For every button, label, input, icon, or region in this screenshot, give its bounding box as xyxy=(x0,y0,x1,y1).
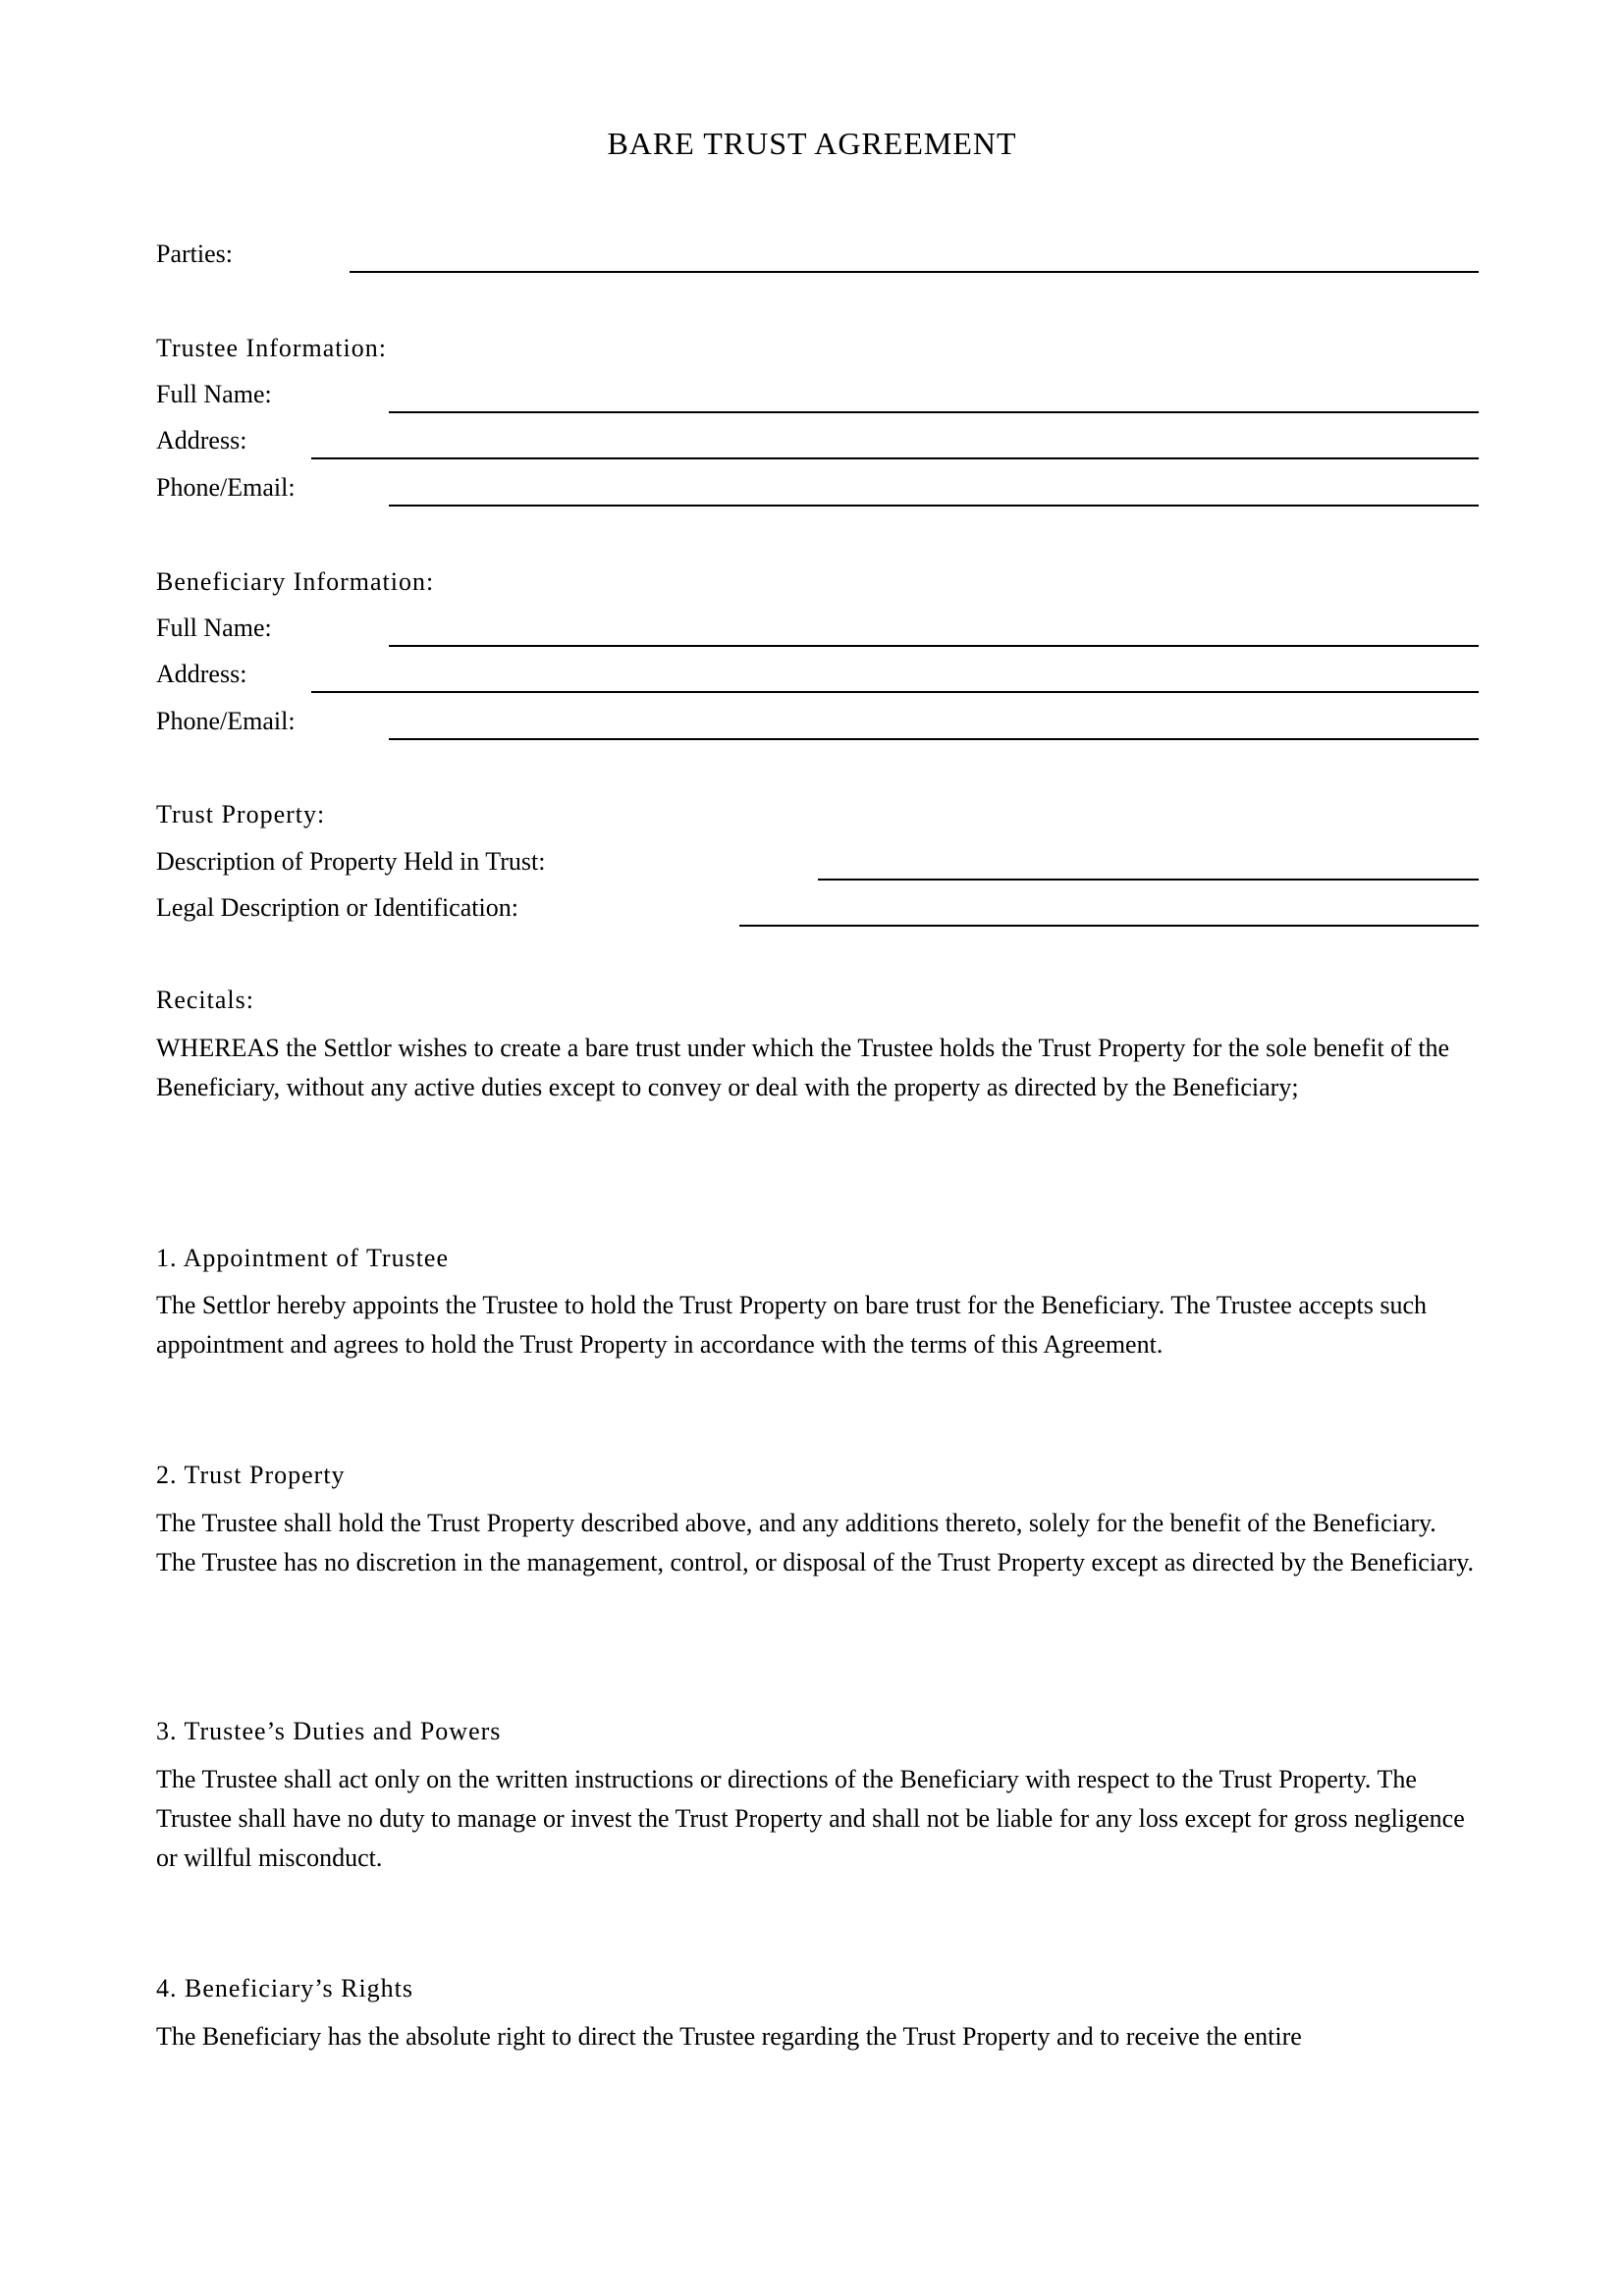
beneficiary-phone-email-field[interactable] xyxy=(389,738,1479,740)
property-description-label: Description of Property Held in Trust: xyxy=(156,847,546,876)
document-title: BARE TRUST AGREEMENT xyxy=(607,126,1017,161)
trustee-information-heading: Trustee Information: xyxy=(156,334,387,362)
section-3-heading: 3. Trustee’s Duties and Powers xyxy=(156,1717,502,1745)
trustee-address-field[interactable] xyxy=(311,457,1479,459)
beneficiary-address-label: Address: xyxy=(156,660,247,688)
recitals-text: WHEREAS the Settlor wishes to create a bare trust under which the Trustee holds the Trust Property for the sole benefit of the Beneficiary, without any active duties except to convey or deal with the property as directed by the Beneficiary; xyxy=(156,1034,1450,1101)
trustee-phone-email-label: Phone/Email: xyxy=(156,473,296,502)
section-1-text: The Settlor hereby appoints the Trustee to hold the Trust Property on bare trust for the Beneficiary. The Trustee accepts such appointment and agrees to hold the Trust Property in accordance with the terms of this Agreement. xyxy=(156,1291,1427,1359)
legal-description-field[interactable] xyxy=(739,925,1479,927)
parties-field[interactable] xyxy=(350,271,1479,273)
trust-property-heading: Trust Property: xyxy=(156,800,326,828)
trustee-full-name-label: Full Name: xyxy=(156,380,272,408)
beneficiary-full-name-field[interactable] xyxy=(389,645,1479,647)
parties-label: Parties: xyxy=(156,240,233,268)
section-2-text: The Trustee shall hold the Trust Property described above, and any additions thereto, solely for the benefit of the Beneficiary. The Trustee has no discretion in the management, control, or disposal of the Trust Property except as directed by the Beneficiary. xyxy=(156,1509,1475,1576)
section-4-heading: 4. Beneficiary’s Rights xyxy=(156,1974,414,2002)
recitals-heading: Recitals: xyxy=(156,986,254,1014)
section-4-text: The Beneficiary has the absolute right to direct the Trustee regarding the Trust Property and to receive the entire xyxy=(156,2022,1302,2051)
section-3-text: The Trustee shall act only on the written instructions or directions of the Beneficiary with respect to the Trust Property. The Trustee shall have no duty to manage or invest the Trust Property and shall not be liable for any loss except for gross negligence or willful misconduct. xyxy=(156,1765,1465,1872)
legal-description-label: Legal Description or Identification: xyxy=(156,893,518,922)
section-1-heading: 1. Appointment of Trustee xyxy=(156,1244,450,1272)
section-2-heading: 2. Trust Property xyxy=(156,1461,346,1489)
trustee-phone-email-field[interactable] xyxy=(389,505,1479,507)
beneficiary-information-heading: Beneficiary Information: xyxy=(156,567,435,596)
trustee-full-name-field[interactable] xyxy=(389,411,1479,413)
beneficiary-full-name-label: Full Name: xyxy=(156,614,272,642)
beneficiary-phone-email-label: Phone/Email: xyxy=(156,707,296,735)
beneficiary-address-field[interactable] xyxy=(311,691,1479,693)
property-description-field[interactable] xyxy=(818,879,1479,881)
trustee-address-label: Address: xyxy=(156,426,247,454)
